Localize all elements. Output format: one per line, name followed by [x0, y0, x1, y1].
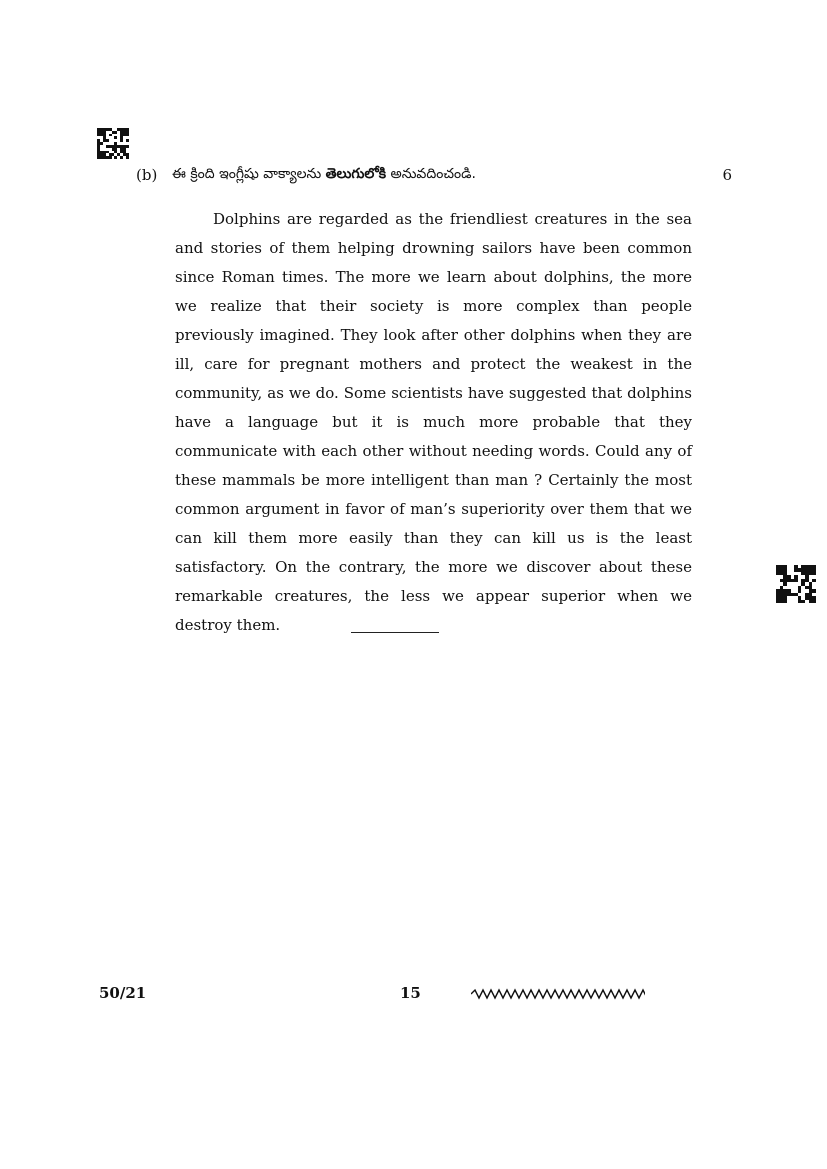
question-marks: 6 — [722, 166, 732, 184]
end-divider — [351, 632, 439, 633]
wavy-line-icon — [471, 987, 645, 1001]
qr-code-icon — [97, 128, 129, 159]
instruction-text-1: ఈ క్రింది ఇంగ్లీషు వాక్యాలను — [172, 166, 326, 182]
instruction-text-2: అనువదించండి. — [386, 166, 476, 182]
page-number: 15 — [400, 984, 421, 1002]
question-instruction — [172, 166, 476, 185]
paper-code: 50/21 — [99, 984, 147, 1002]
qr-code-icon — [776, 565, 816, 603]
instruction-bold-text: తెలుగులోకి — [325, 166, 387, 182]
passage-text: Dolphins are regarded as the friendliest creatures in the sea and stories of them helping drowning sailors have been common since Roman times. The more we learn about dolphins, the more we realize that their society is more complex than people previously imagined. They look after other dolphins when they are ill, care for pregnant mothers and protect the weakest in the community, as we do. Some scientists have suggested that dolphins have a language but it is much more probable that they communicate with each other without needing words. Could any of these mammals be more intelligent than man ? Certainly the most common argument in favor of man’s superiority over them that we can kill them more easily than they can kill us is the least satisfactory. On the contrary, the more we discover about these remarkable creatures, the less we appear superior when we destroy them. — [175, 210, 692, 634]
question-label: (b) — [136, 166, 158, 184]
